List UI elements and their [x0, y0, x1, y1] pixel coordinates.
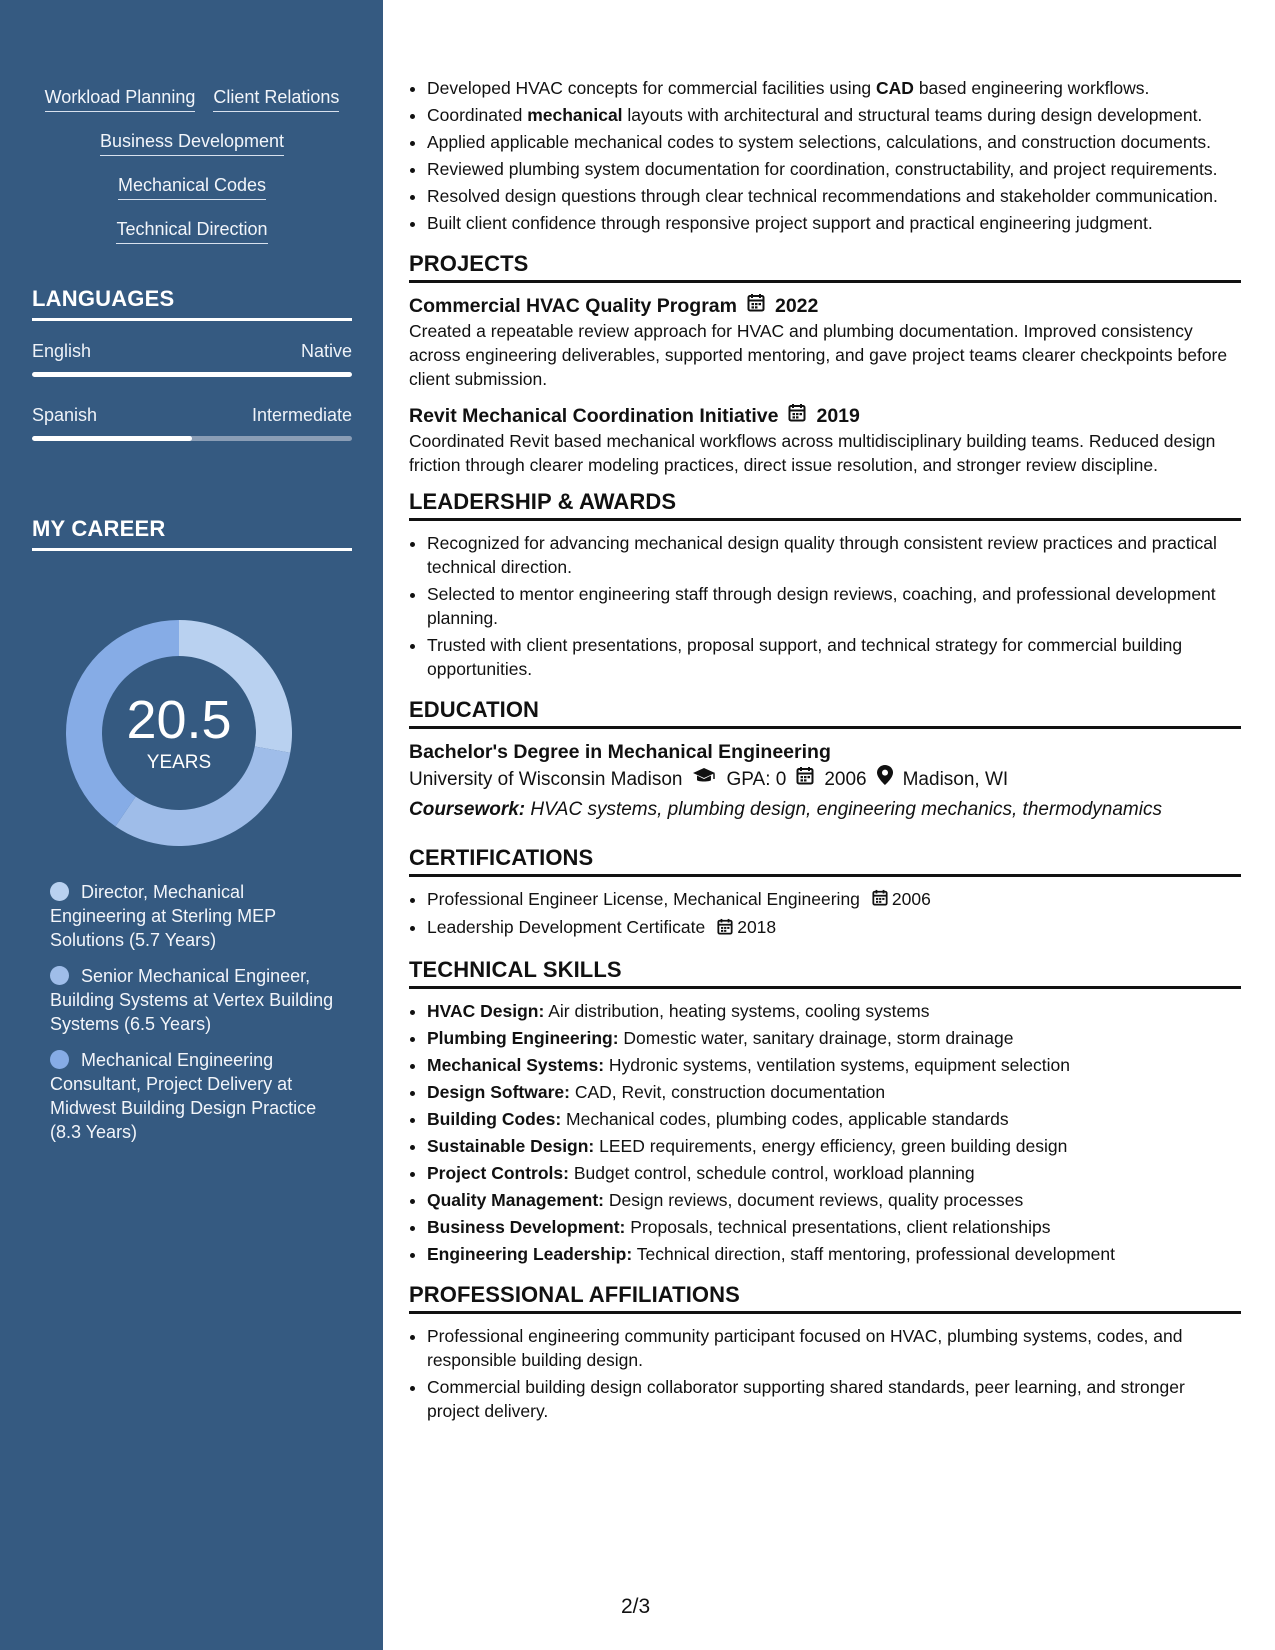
- page-number: 2/3: [621, 1595, 651, 1618]
- skill-value: Mechanical codes, plumbing codes, applicable standards: [566, 1108, 1009, 1129]
- language-item: [32, 341, 352, 377]
- career-item: [50, 880, 340, 952]
- experience-bullet: [427, 76, 1241, 100]
- gpa: GPA: 0: [726, 769, 787, 790]
- tag-row: [32, 174, 352, 200]
- affiliations-list: [409, 1324, 1241, 1423]
- leadership-item: • Trusted with client presentations, proposal support, and technical strategy for commercial building opportunities.: [427, 633, 1241, 681]
- main-content: [409, 76, 1241, 1426]
- leadership-item: • Selected to mentor engineering staff through design reviews, coaching, and professional development planning.: [427, 582, 1241, 630]
- skill-tag: Workload Planning: [45, 86, 196, 112]
- graduation-cap-icon: [692, 765, 716, 795]
- calendar-icon: [872, 888, 888, 912]
- skill-tag: Mechanical Codes: [118, 174, 266, 200]
- skill-label: Quality Management:: [427, 1189, 604, 1210]
- career-list: [50, 880, 340, 1156]
- project-year: 2019: [816, 405, 860, 427]
- skill-label: Mechanical Systems:: [427, 1054, 605, 1075]
- coursework-list: HVAC systems, plumbing design, engineering mechanics, thermodynamics: [530, 799, 1162, 820]
- project-description: Coordinated Revit based mechanical workflows across multidisciplinary building teams. Reduced design friction through clearer modeling practices, direct issue resolution, and stronger review discipline.: [409, 431, 1216, 475]
- bullet-text: Coordinated: [427, 105, 528, 125]
- language-proficiency-bar: [32, 372, 352, 377]
- certification-name: Leadership Development Certificate: [427, 917, 706, 938]
- language-row: [32, 405, 352, 426]
- project-item: [409, 403, 1241, 477]
- certifications-list: [409, 887, 1241, 941]
- skill-tag: Client Relations: [213, 86, 339, 112]
- technical-skill-item: [427, 1215, 1241, 1239]
- language-level: Native: [300, 341, 352, 361]
- project-description: Created a repeatable review approach for HVAC and plumbing documentation. Improved consistency across engineering deliverables, supported mentoring, and gave project teams clearer checkpoints before client submission.: [409, 321, 1228, 389]
- projects-heading: PROJECTS: [409, 251, 1241, 283]
- bullet-text: Reviewed plumbing system documentation for coordination, constructability, and project requirements.: [427, 159, 1218, 179]
- school-name: University of Wisconsin Madison: [409, 769, 683, 790]
- language-proficiency-fill: [32, 372, 352, 377]
- bullet-text: Applied applicable mechanical codes to system selections, calculations, and construction documents.: [427, 132, 1212, 152]
- leadership-list: [409, 531, 1241, 681]
- language-item: [32, 405, 352, 441]
- language-level: Intermediate: [251, 405, 352, 425]
- coursework-label: Coursework:: [409, 799, 526, 820]
- bullet-keyword: CAD: [876, 78, 914, 98]
- education-details: [409, 765, 1241, 795]
- project-title-row: [409, 403, 1241, 429]
- skill-label: Building Codes:: [427, 1108, 562, 1129]
- coursework: [409, 795, 1241, 825]
- location-pin-icon: [877, 765, 893, 795]
- technical-skill-item: [427, 999, 1241, 1023]
- languages-list: [32, 341, 352, 441]
- certification-item: [427, 887, 1241, 912]
- skill-value: Budget control, schedule control, workload planning: [573, 1162, 975, 1183]
- technical-skill-item: [427, 1242, 1241, 1266]
- bullet-text-end: based engineering workflows.: [913, 78, 1150, 98]
- project-item: [409, 293, 1241, 391]
- project-year: 2022: [774, 295, 819, 317]
- skill-label: HVAC Design:: [427, 1000, 545, 1021]
- career-item-text: Director, Mechanical Engineering at Sterling MEP Solutions (5.7 Years): [50, 882, 276, 950]
- certification-name: Professional Engineer License, Mechanical Engineering: [427, 889, 860, 909]
- bullet-text: Resolved design questions through clear technical recommendations and stakeholder communication.: [427, 186, 1218, 206]
- language-name: Spanish: [32, 405, 98, 425]
- tag-row: [32, 130, 352, 156]
- degree-title: Bachelor's Degree in Mechanical Engineering: [409, 741, 831, 763]
- technical-skill-item: [427, 1080, 1241, 1104]
- bullet-text: Built client confidence through responsive project support and practical engineering judgment.: [427, 213, 1153, 233]
- skill-value: Domestic water, sanitary drainage, storm drainage: [623, 1027, 1014, 1048]
- graduation-year: 2006: [824, 769, 867, 790]
- certification-item: [427, 915, 1241, 940]
- projects-list: [409, 293, 1241, 477]
- skill-label: Project Controls:: [427, 1162, 569, 1183]
- languages-section: [32, 286, 352, 441]
- technical-skill-item: [427, 1026, 1241, 1050]
- experience-bullets: [409, 76, 1241, 235]
- experience-bullet: [427, 211, 1241, 235]
- career-total-value: 20.5: [126, 690, 232, 750]
- career-item: [50, 1048, 340, 1144]
- skill-value: Design reviews, document reviews, quality processes: [608, 1189, 1024, 1210]
- career-legend-dot: [50, 882, 69, 901]
- skill-tag: Business Development: [100, 130, 284, 156]
- career-donut-chart: [66, 620, 292, 846]
- career-item-text: Mechanical Engineering Consultant, Project Delivery at Midwest Building Design Practice (8.3 Years): [50, 1050, 317, 1142]
- career-total-unit: YEARS: [146, 752, 212, 773]
- career-section: [32, 516, 352, 551]
- career-legend-dot: [50, 966, 69, 985]
- skill-value: Technical direction, staff mentoring, professional development: [636, 1243, 1116, 1264]
- skill-label: Sustainable Design:: [427, 1135, 595, 1156]
- certification-year: 2018: [737, 917, 777, 938]
- technical-skills-heading: TECHNICAL SKILLS: [409, 957, 1241, 989]
- experience-bullet: [427, 157, 1241, 181]
- leadership-item: • Recognized for advancing mechanical design quality through consistent review practices and practical technical direction.: [427, 531, 1241, 579]
- career-item: [50, 964, 340, 1036]
- calendar-icon: [747, 293, 765, 319]
- skill-label: Engineering Leadership:: [427, 1243, 633, 1264]
- career-item-text: Senior Mechanical Engineer, Building Systems at Vertex Building Systems (6.5 Years): [50, 966, 334, 1034]
- experience-bullet: [427, 103, 1241, 127]
- project-title: Commercial HVAC Quality Program: [409, 295, 737, 317]
- bullet-text: Developed HVAC concepts for commercial facilities using: [427, 78, 877, 98]
- language-proficiency-fill: [32, 436, 192, 441]
- career-heading: MY CAREER: [32, 516, 352, 551]
- education-location: Madison, WI: [902, 769, 1009, 790]
- technical-skill-item: [427, 1107, 1241, 1131]
- technical-skill-item: [427, 1161, 1241, 1185]
- calendar-icon: [717, 917, 733, 941]
- project-title-row: [409, 293, 1241, 319]
- language-name: English: [32, 341, 92, 361]
- experience-bullet: [427, 130, 1241, 154]
- skill-label: Design Software:: [427, 1081, 570, 1102]
- bullet-keyword: mechanical: [527, 105, 623, 125]
- skill-tags: [32, 86, 352, 262]
- technical-skill-item: [427, 1134, 1241, 1158]
- certification-year: 2006: [891, 889, 931, 909]
- skill-value: LEED requirements, energy efficiency, green building design: [599, 1135, 1068, 1156]
- language-row: [32, 341, 352, 362]
- skill-value: CAD, Revit, construction documentation: [574, 1081, 886, 1102]
- skill-label: Business Development:: [427, 1216, 626, 1237]
- skill-value: Hydronic systems, ventilation systems, equipment selection: [608, 1054, 1070, 1075]
- skill-value: Air distribution, heating systems, cooling systems: [548, 1000, 930, 1021]
- experience-bullet: [427, 184, 1241, 208]
- tag-row: [32, 86, 352, 112]
- calendar-icon: [796, 765, 814, 795]
- calendar-icon: [788, 403, 806, 429]
- sidebar: [0, 0, 383, 1650]
- skill-tag: Technical Direction: [116, 218, 267, 244]
- tag-row: [32, 218, 352, 244]
- affiliations-heading: PROFESSIONAL AFFILIATIONS: [409, 1282, 1241, 1314]
- career-legend-dot: [50, 1050, 69, 1069]
- education-entry: [409, 739, 1241, 825]
- language-proficiency-bar: [32, 436, 352, 441]
- skill-value: Proposals, technical presentations, client relationships: [630, 1216, 1051, 1237]
- certifications-heading: CERTIFICATIONS: [409, 845, 1241, 877]
- project-title: Revit Mechanical Coordination Initiative: [409, 405, 779, 427]
- affiliation-item: • Commercial building design collaborator supporting shared standards, peer learning, and stronger project delivery.: [427, 1375, 1241, 1423]
- career-total: [66, 620, 292, 846]
- technical-skill-item: [427, 1188, 1241, 1212]
- technical-skills-list: [409, 999, 1241, 1266]
- education-heading: EDUCATION: [409, 697, 1241, 729]
- affiliation-item: • Professional engineering community participant focused on HVAC, plumbing systems, codes, and responsible building design.: [427, 1324, 1241, 1372]
- bullet-text-end: layouts with architectural and structural teams during design development.: [622, 105, 1203, 125]
- skill-label: Plumbing Engineering:: [427, 1027, 619, 1048]
- leadership-heading: LEADERSHIP & AWARDS: [409, 489, 1241, 521]
- technical-skill-item: [427, 1053, 1241, 1077]
- languages-heading: LANGUAGES: [32, 286, 352, 321]
